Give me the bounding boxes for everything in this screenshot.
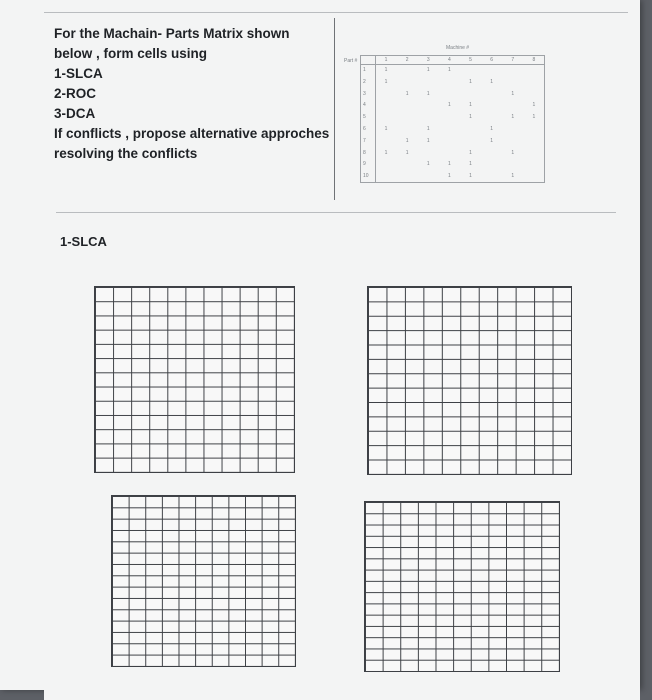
matrix-cell-value: 1 [426,161,430,168]
matrix-cell-value: 1 [447,67,451,73]
matrix-cell-value: 1 [532,102,536,109]
matrix-cell-value: 1 [426,90,430,97]
matrix-cell-value: 1 [384,78,388,85]
matrix-part-label: 3 [363,90,366,97]
matrix-cell-value: 1 [490,126,493,132]
matrix-cell-value: 1 [469,161,472,168]
matrix-machine-label: 3 [426,57,430,63]
matrix-cell-value: 1 [490,78,493,85]
matrix-cell-value: 1 [405,90,409,97]
matrix-cell-value: 1 [469,149,472,156]
matrix-machine-label: 7 [511,57,515,63]
question-line: resolving the conflicts [54,146,198,161]
section-divider [56,212,616,213]
matrix-machine-label: 8 [532,57,536,63]
matrix-cell-value: 1 [511,114,515,121]
question-line: If conflicts , propose alternative approches [54,126,330,141]
matrix-part-label: 2 [363,78,366,85]
question-line: 3-DCA [54,106,96,121]
machine-parts-matrix [360,55,545,183]
matrix-cell-value: 1 [426,126,430,132]
matrix-cell-value: 1 [469,78,472,85]
answer-grid-4 [364,501,560,672]
matrix-cell-value: 1 [532,114,536,121]
matrix-cell-value: 1 [490,137,493,144]
matrix-part-label: 6 [363,126,366,132]
matrix-header-line [361,64,544,65]
matrix-cell-value: 1 [426,67,430,73]
matrix-cell-value: 1 [405,149,409,156]
matrix-part-label: 10 [363,173,369,180]
matrix-part-label: 1 [363,67,366,73]
question-text [54,24,334,164]
matrix-part-label: 4 [363,102,366,109]
matrix-cell-value: 1 [405,137,409,144]
matrix-part-column-line [375,56,376,182]
part-header: Part # [344,58,358,64]
matrix-part-label: 8 [363,149,366,156]
matrix-cell-value: 1 [469,114,472,121]
matrix-cell-value: 1 [384,67,388,73]
matrix-part-label: 5 [363,114,366,121]
matrix-machine-label: 1 [384,57,388,63]
question-line: 2-ROC [54,86,97,101]
matrix-cell-value: 1 [426,137,430,144]
matrix-cell-value: 1 [511,90,515,97]
answer-grid-1 [94,286,295,473]
matrix-cell-value: 1 [511,149,515,156]
matrix-cell-value: 1 [469,102,472,109]
matrix-cell-value: 1 [447,173,451,180]
answer-grid-2 [367,286,572,475]
question-line: below , form cells using [54,46,208,61]
next-page-edge [44,688,640,700]
matrix-machine-label: 2 [405,57,409,63]
top-divider [44,12,628,13]
matrix-cell-value: 1 [384,126,388,132]
matrix-machine-label: 5 [469,57,472,63]
vertical-divider [334,18,335,200]
machine-header: Machine # [446,45,470,51]
question-line: 1-SLCA [54,66,103,81]
matrix-cell-value: 1 [447,102,451,109]
matrix-cell-value: 1 [469,173,472,180]
question-line: For the Machain- Parts Matrix shown [54,26,290,41]
matrix-cell-value: 1 [384,149,388,156]
matrix-cell-value: 1 [447,161,451,168]
matrix-part-label: 7 [363,137,366,144]
section-label: 1-SLCA [60,234,107,249]
answer-grid-3 [111,495,296,667]
matrix-machine-label: 6 [490,57,493,63]
matrix-part-label: 9 [363,161,366,168]
matrix-cell-value: 1 [511,173,515,180]
matrix-machine-label: 4 [447,57,451,63]
